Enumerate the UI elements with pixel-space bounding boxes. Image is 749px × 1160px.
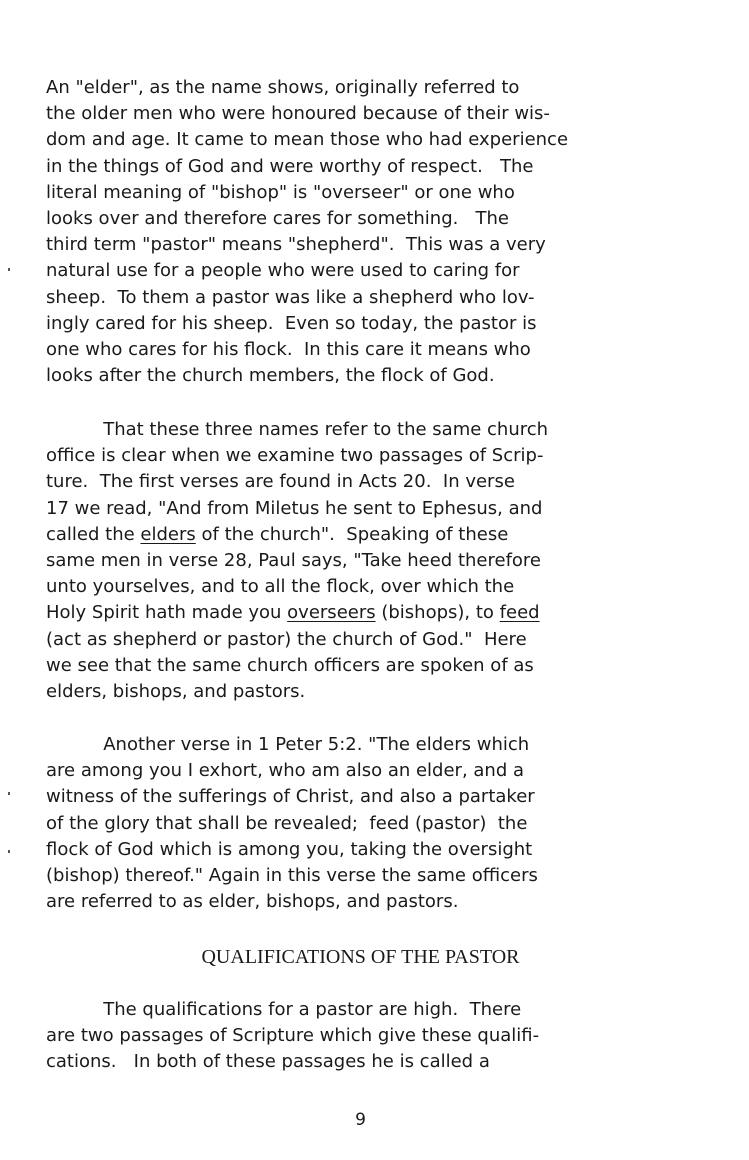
text-line xyxy=(46,732,726,758)
text-segment: natural use for a people who were used to caring for xyxy=(46,260,520,282)
text-segment: dom and age. It came to mean those who had experience xyxy=(46,129,569,151)
text-segment: are two passages of Scripture which give these qualifi- xyxy=(46,1025,540,1047)
text-line xyxy=(46,285,726,311)
text-segment: 17 we read, "And from Miletus he sent to Ephesus, and xyxy=(46,497,543,519)
text-segment: we see that the same church officers are spoken of as xyxy=(46,654,534,676)
text-segment: flock of God which is among you, taking the oversight xyxy=(46,838,533,860)
text-segment: are referred to as elder, bishops, and pastors. xyxy=(46,891,459,913)
scan-speck xyxy=(8,792,10,795)
text-segment: one who cares for his flock. In this care it means who xyxy=(46,338,531,360)
underlined-word: elders xyxy=(140,523,196,545)
text-line xyxy=(46,600,726,626)
underlined-word: feed xyxy=(499,602,540,624)
text-segment: are among you I exhort, who am also an elder, and a xyxy=(46,760,525,782)
page-number xyxy=(0,1107,749,1133)
text-segment: in the things of God and were worthy of respect. The xyxy=(46,155,534,177)
text-line xyxy=(46,889,726,915)
text-segment: unto yourselves, and to all the flock, over which the xyxy=(46,576,515,598)
text-line xyxy=(46,443,726,469)
text-line xyxy=(46,101,726,127)
text-line xyxy=(46,1049,726,1075)
text-segment: An "elder", as the name shows, originally referred to xyxy=(46,77,520,98)
text-line xyxy=(46,653,726,679)
text-segment: looks after the church members, the flock of God. xyxy=(46,365,495,387)
text-line xyxy=(46,811,726,837)
text-line xyxy=(46,548,726,574)
page-number-text: 9 xyxy=(355,1110,366,1130)
text-segment: Holy Spirit hath made you xyxy=(46,602,288,624)
text-line xyxy=(46,522,726,548)
text-line xyxy=(46,758,726,784)
text-segment: ingly cared for his sheep. Even so today, the pastor is xyxy=(46,312,537,334)
text-line xyxy=(46,997,726,1023)
text-segment: (bishops), to xyxy=(375,602,500,624)
underlined-word: overseers xyxy=(287,602,376,624)
paragraph-1-peter xyxy=(46,732,726,915)
text-segment: Another verse in 1 Peter 5:2. "The elders which xyxy=(46,734,530,755)
text-line xyxy=(46,1023,726,1049)
text-line xyxy=(46,417,726,443)
text-line xyxy=(46,75,726,101)
text-line xyxy=(46,232,726,258)
text-segment: That these three names refer to the same church xyxy=(46,419,549,440)
text-line xyxy=(46,363,726,389)
text-line xyxy=(46,863,726,889)
text-line xyxy=(46,469,726,495)
text-segment: cations. In both of these passages he is called a xyxy=(46,1051,490,1073)
paragraph-acts-20 xyxy=(46,417,726,705)
text-line xyxy=(46,574,726,600)
scan-speck xyxy=(8,850,10,853)
text-segment: elders, bishops, and pastors. xyxy=(46,680,306,702)
text-segment: third term "pastor" means "shepherd". This was a very xyxy=(46,234,546,256)
text-segment: ture. The first verses are found in Acts 20. In verse xyxy=(46,471,515,493)
section-heading xyxy=(0,944,749,970)
text-segment: sheep. To them a pastor was like a shepherd who lov- xyxy=(46,286,535,308)
text-segment: (act as shepherd or pastor) the church of God." Here xyxy=(46,628,527,650)
text-line xyxy=(46,311,726,337)
text-line xyxy=(46,837,726,863)
text-line xyxy=(46,180,726,206)
text-segment: The qualifications for a pastor are high. There xyxy=(46,999,522,1020)
text-segment: (bishop) thereof." Again in this verse the same officers xyxy=(46,864,538,886)
text-line xyxy=(46,679,726,705)
text-segment: office is clear when we examine two passages of Scrip- xyxy=(46,445,544,467)
text-line xyxy=(46,206,726,232)
text-line xyxy=(46,784,726,810)
section-heading-text: QUALIFICATIONS OF THE PASTOR xyxy=(201,946,520,968)
text-segment: called the xyxy=(46,523,141,545)
text-segment: same men in verse 28, Paul says, "Take heed therefore xyxy=(46,549,541,571)
text-segment: literal meaning of "bishop" is "overseer" or one who xyxy=(46,181,515,203)
text-segment: looks over and therefore cares for something. The xyxy=(46,207,510,229)
paragraph-elder-bishop-pastor xyxy=(46,75,726,389)
text-line xyxy=(46,154,726,180)
text-segment: witness of the sufferings of Christ, and also a partaker xyxy=(46,786,535,808)
paragraph-qualifications xyxy=(46,997,726,1076)
text-segment: of the church". Speaking of these xyxy=(195,523,509,545)
scan-speck xyxy=(8,268,10,271)
text-segment: of the glory that shall be revealed; feed (pastor) the xyxy=(46,812,528,834)
text-line xyxy=(46,127,726,153)
text-line xyxy=(46,627,726,653)
text-segment: the older men who were honoured because of their wis- xyxy=(46,103,550,125)
text-line xyxy=(46,337,726,363)
text-line xyxy=(46,258,726,284)
text-line xyxy=(46,496,726,522)
